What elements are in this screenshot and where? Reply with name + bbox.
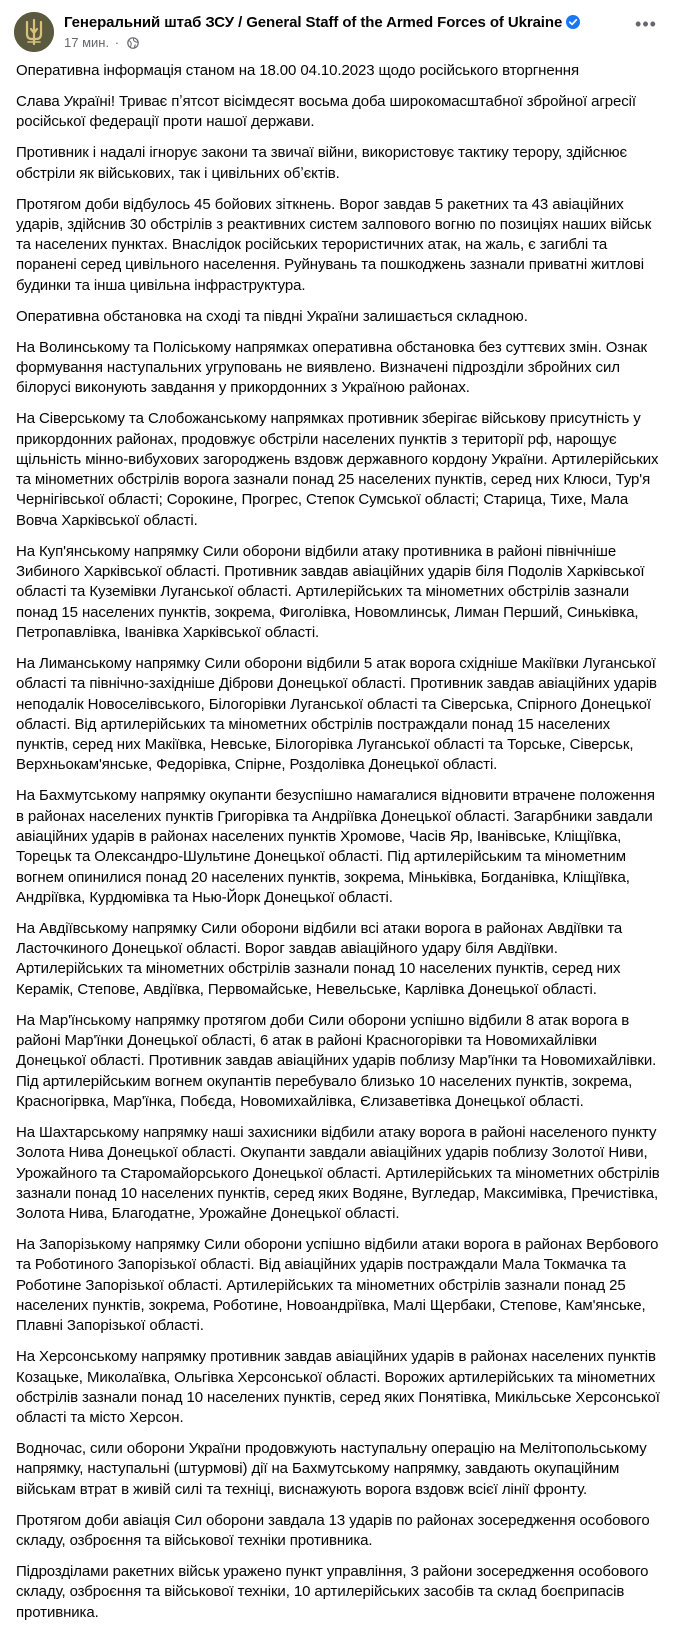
post-paragraph: На Херсонському напрямку противник завдав авіаційних ударів в районах населених пунктів Козацьке, Миколаївка, Ольгівка Херсонської області. Ворожих артилерійських та мінометних обстрілів зазнали понад 10 населених пунктів, серед яких Понятівка, Микільське Херсонської області та місто Херсон. (16, 1348, 660, 1427)
post-paragraph: Противник і надалі ігнорує закони та звичаї війни, використовує тактику терору, здійснює обстріли як військових, так і цивільних обʼєктів. (16, 144, 628, 182)
post-paragraph: На Куп'янському напрямку Сили оборони відбили атаку противника в районі північніше Зибиного Харківської області. Противник завдав авіаційних ударів біля Подолів Харківської області та Куземівки Луганської області. Артилерійських та мінометних обстрілів зазнали понад 15 населених пунктів, зокрема, Фиголівка, Новомлинськ, Лиман Перший, Синьківка, Петропавлівка, Іванівка Харківської області. (16, 542, 645, 641)
post-timestamp[interactable]: 17 мин. (64, 35, 110, 50)
page-avatar[interactable] (14, 12, 54, 52)
post-paragraph: Слава Україні! Триває пʼятсот вісімдесят восьма доба широкомасштабної збройної агресії російської федерації проти нашої держави. (16, 92, 636, 131)
post-paragraph: Оперативна обстановка на сході та півдні України залишається складною. (16, 307, 528, 325)
post-paragraph: На Авдіївському напрямку Сили оборони відбили всі атаки ворога в районах Авдіївки та Ласточкиного Донецької області. Ворог завдав авіаційного удару біля Авдіївки. Артилерійських та мінометних обстрілів зазнали понад 10 населених пунктів, серед них Керамік, Степове, Авдіївка, Первомайське, Невельське, Карлівка Донецької області. (16, 919, 623, 998)
post-paragraph: На Запорізькому напрямку Сили оборони успішно відбили атаки ворога в районах Вербового та Роботиного Запорізької області. Від авіаційних ударів постраждали Мала Токмачка та Роботине Запорізької області. Артилерійських та мінометних обстрілів зазнали понад 25 населених пунктів, зокрема, Роботине, Новоандріївка, Малі Щербаки, Степове, Кам'янське, Плавні Запорізької області. (16, 1236, 659, 1335)
verified-badge-icon (566, 15, 580, 33)
trident-emblem-icon (14, 12, 54, 52)
post-paragraph: Оперативна інформація станом на 18.00 04.10.2023 щодо російського вторгнення (16, 62, 579, 79)
post-paragraph: На Бахмутському напрямку окупанти безуспішно намагалися відновити втрачене положення в районах населених пунктів Григорівка та Андріївка Донецької області. Загарбники завдали авіаційних ударів в районах населених пунктів Хромове, Часів Яр, Іванівське, Кліщіївка, Торецьк та Олександро-Шультине Донецької області. Під артилерійським та мінометним вогнем опинилися понад 20 населених пунктів, зокрема, Міньківка, Богданівка, Кліщіївка, Андріївка, Курдюмівка та Нью-Йорк Донецької області. (16, 787, 655, 906)
post-paragraph: На Шахтарському напрямку наші захисники відбили атаку ворога в районі населеного пункту Золота Нива Донецької області. Окупанти завдали авіаційних ударів поблизу Золотої Ниви, Урожайного та Старомайорського Донецької області. Артилерійських та мінометних обстрілів зазнали понад 10 населених пунктів, серед яких Водяне, Вугледар, Максимівка, Пречистівка, Золота Нива, Благодатне, Урожайне Донецької області. (16, 1123, 660, 1223)
post-header (14, 10, 664, 54)
page-name[interactable]: Генеральний штаб ЗСУ / General Staff of the Armed Forces of Ukraine (64, 14, 563, 31)
more-options-button[interactable] (628, 12, 664, 36)
post-paragraph: Протягом доби відбулось 45 бойових зіткнень. Ворог завдав 5 ракетних та 43 авіаційних ударів, здійснив 30 обстрілів з реактивних систем залпового вогню по позиціях наших військ та населених пунктах. Внаслідок російських терористичних атак, на жаль, є загиблі та поранені серед цивільного населення. Руйнувань та пошкоджень зазнали приватні житлові будинки та інша цивільна інфраструктура. (16, 195, 652, 294)
page-name-link[interactable] (64, 14, 580, 33)
post-paragraph: Підрозділами ракетних військ уражено пункт управління, 3 райони зосередження особового складу, озброєння та військової техніки, 10 артилерійських засобів та склад боєприпасів противника. (16, 1562, 649, 1621)
post-paragraph: На Мар'їнському напрямку протягом доби Сили оборони успішно відбили 8 атак ворога в районі Мар'їнки Донецької області, 6 атак в районі Красногорівки та Новомихайлівки Донецької області. Противник завдав авіаційних ударів поблизу Мар'їнки та Новомихайлівки. Під артилерійським вогнем окупантів перебувало близько 10 населених пунктів, зокрема, Красногірвка, Мар'їнка, Побєда, Новомихайлівка, Єлизаветівка Донецької області. (16, 1011, 657, 1110)
post-paragraph: На Лиманському напрямку Сили оборони відбили 5 атак ворога східніше Макіївки Луганської області та північно-західніше Діброви Донецької області. Противник завдав авіаційних ударів неподалік Новоселівського, Білогорівки Луганської області та Сіверська, Спірного Донецької області. Від артилерійських та мінометних обстрілів постраждали понад 15 населених пунктів, серед них Макіївка, Невське, Білогорівка Луганської області та Торське, Сіверськ, Верхньокам'янське, Федорівка, Спірне, Роздолівка Донецької області. (16, 654, 657, 774)
meta-separator: · (114, 35, 120, 50)
globe-icon[interactable] (127, 37, 139, 52)
post-paragraph: На Сіверському та Слобожанському напрямках противник зберігає військову присутність у прикордонних районах, продовжує обстріли населених пунктів з території рф, нарощує щільність мінно-вибухових загороджень вздовж державного кордону України. Артилерійських та мінометних обстрілів ворога зазнали понад 25 населених пунктів, серед них Клюси, Тур'я Чернігівської області; Сорокине, Прогрес, Степок Сумської області; Старица, Тихе, Мала Вовча Харківської області. (16, 410, 659, 529)
more-options-icon: ••• (635, 13, 657, 34)
post-paragraph: Водночас, сили оборони України продовжують наступальну операцію на Мелітопольському напрямку, наступальні (штурмові) дії на Бахмутському напрямку, завдають окупаційним військам втрат в живій силі та техніці, виснажують ворога вздовж всієї лінії фронту. (16, 1440, 647, 1498)
post-paragraph: На Волинському та Поліському напрямках оперативна обстановка без суттєвих змін. Ознак формування наступальних угруповань не виявлено. Визначені підрозділи збройних сил білорусі виконують завдання у прикордонних з Україною районах. (16, 338, 647, 397)
post-meta (64, 35, 139, 52)
post-paragraph: Протягом доби авіація Сил оборони завдала 13 ударів по районах зосередження особового складу, озброєння та військової техніки противника. (16, 1511, 650, 1549)
post-body (16, 61, 666, 1634)
